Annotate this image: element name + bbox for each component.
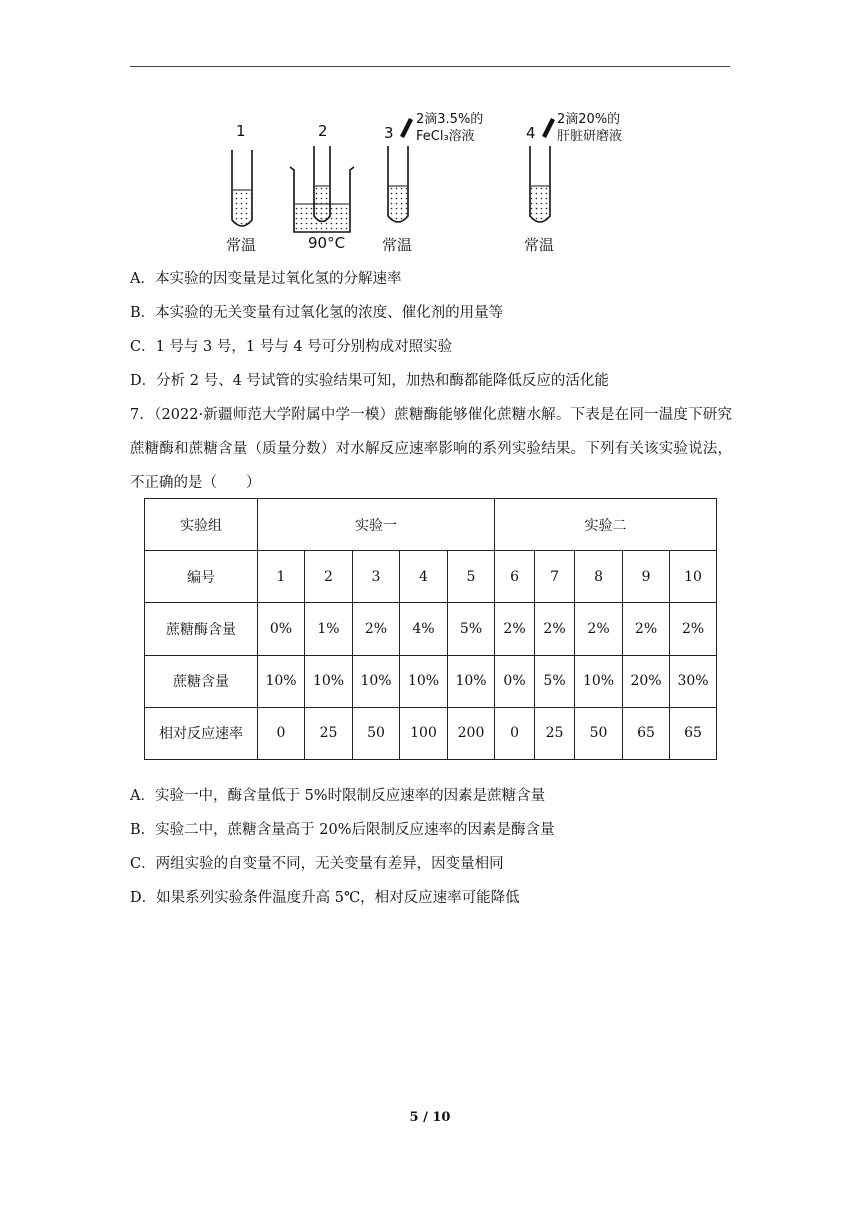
table-cell: 10 [670, 551, 717, 603]
group-1-header: 实验一 [258, 499, 495, 551]
table-cell: 25 [305, 707, 353, 759]
tube-1-condition: 常温 [226, 236, 257, 254]
table-cell: 25 [535, 707, 575, 759]
table-cell: 7 [535, 551, 575, 603]
table-cell: 6 [495, 551, 535, 603]
table-cell: 2% [623, 603, 670, 655]
table-cell: 0 [495, 707, 535, 759]
row-label: 蔗糖含量 [145, 655, 258, 707]
tube-3-addition-line2: FeCl₃溶液 [416, 129, 475, 144]
table-row-sucrose [145, 655, 717, 707]
q7-option-d: D．如果系列实验条件温度升高 5℃，相对反应速率可能降低 [130, 890, 520, 906]
row-label: 编号 [145, 551, 258, 603]
table-row-enzyme [145, 603, 717, 655]
tube-4-number: 4 [526, 124, 536, 142]
table-cell: 65 [623, 707, 670, 759]
table-cell: 200 [448, 707, 495, 759]
table-cell: 10% [258, 655, 305, 707]
table-row-rate [145, 707, 717, 759]
table-cell: 10% [353, 655, 400, 707]
table-cell: 0 [258, 707, 305, 759]
table-cell: 50 [575, 707, 623, 759]
tube-4-addition-line2: 肝脏研磨液 [557, 129, 623, 144]
row-label: 相对反应速率 [145, 707, 258, 759]
table-cell: 5% [448, 603, 495, 655]
tube-3-number: 3 [384, 124, 394, 142]
table-cell: 2 [305, 551, 353, 603]
table-cell: 0% [495, 655, 535, 707]
header-rule [130, 66, 730, 67]
table-cell: 9 [623, 551, 670, 603]
table-cell: 2% [575, 603, 623, 655]
q6-option-c: C．1 号与 3 号，1 号与 4 号可分别构成对照实验 [130, 339, 453, 355]
table-row-number [145, 551, 717, 603]
tube-2-beaker [290, 146, 354, 232]
group-2-header: 实验二 [495, 499, 717, 551]
table-cell: 10% [305, 655, 353, 707]
table-cell: 8 [575, 551, 623, 603]
table-cell: 20% [623, 655, 670, 707]
table-cell: 4 [400, 551, 448, 603]
table-cell: 100 [400, 707, 448, 759]
tube-2-number: 2 [318, 122, 328, 140]
q7-option-c: C．两组实验的自变量不同，无关变量有差异，因变量相同 [130, 856, 504, 872]
tube-1-number: 1 [236, 122, 246, 140]
table-cell: 65 [670, 707, 717, 759]
table-cell: 3 [353, 551, 400, 603]
table-cell: 4% [400, 603, 448, 655]
table-cell: 30% [670, 655, 717, 707]
tube-4-condition: 常温 [524, 236, 555, 254]
tube-3-addition-line1: 2滴3.5%的 [416, 112, 484, 127]
q7-option-b: B．实验二中，蔗糖含量高于 20%后限制反应速率的因素是酶含量 [130, 822, 555, 838]
q6-option-d: D．分析 2 号、4 号试管的实验结果可知，加热和酶都能降低反应的活化能 [130, 373, 609, 389]
table-cell: 10% [400, 655, 448, 707]
table-cell: 1 [258, 551, 305, 603]
q7-option-a: A．实验一中，酶含量低于 5%时限制反应速率的因素是蔗糖含量 [130, 788, 546, 804]
table-cell: 5% [535, 655, 575, 707]
q6-option-a: A．本实验的因变量是过氧化氢的分解速率 [130, 271, 402, 287]
table-cell: 50 [353, 707, 400, 759]
experiment-results-table [144, 498, 717, 760]
group-header-cell: 实验组 [145, 499, 258, 551]
table-cell: 2% [495, 603, 535, 655]
q6-option-b: B．本实验的无关变量有过氧化氢的浓度、催化剂的用量等 [130, 305, 504, 321]
tube-4-addition-line1: 2滴20%的 [557, 112, 621, 127]
q7-stem: 7．（2022·新疆师范大学附属中学一模）蔗糖酶能够催化蔗糖水解。下表是在同一温度下研究蔗糖酶和蔗糖含量（质量分数）对水解反应速率影响的系列实验结果。下列有关该实验说法，不正确的是（ ） [130, 407, 732, 491]
table-cell: 2% [535, 603, 575, 655]
page-number: 5 / 10 [409, 1110, 451, 1125]
table-cell: 10% [575, 655, 623, 707]
tube-2-condition: 90°C [308, 234, 346, 252]
table-header-row [145, 499, 717, 551]
row-label: 蔗糖酶含量 [145, 603, 258, 655]
tube-3-condition: 常温 [382, 236, 413, 254]
experiment-figure [200, 112, 660, 257]
table-cell: 2% [353, 603, 400, 655]
table-cell: 2% [670, 603, 717, 655]
table-cell: 5 [448, 551, 495, 603]
tube-1 [232, 150, 252, 226]
table-cell: 10% [448, 655, 495, 707]
table-cell: 1% [305, 603, 353, 655]
table-cell: 0% [258, 603, 305, 655]
